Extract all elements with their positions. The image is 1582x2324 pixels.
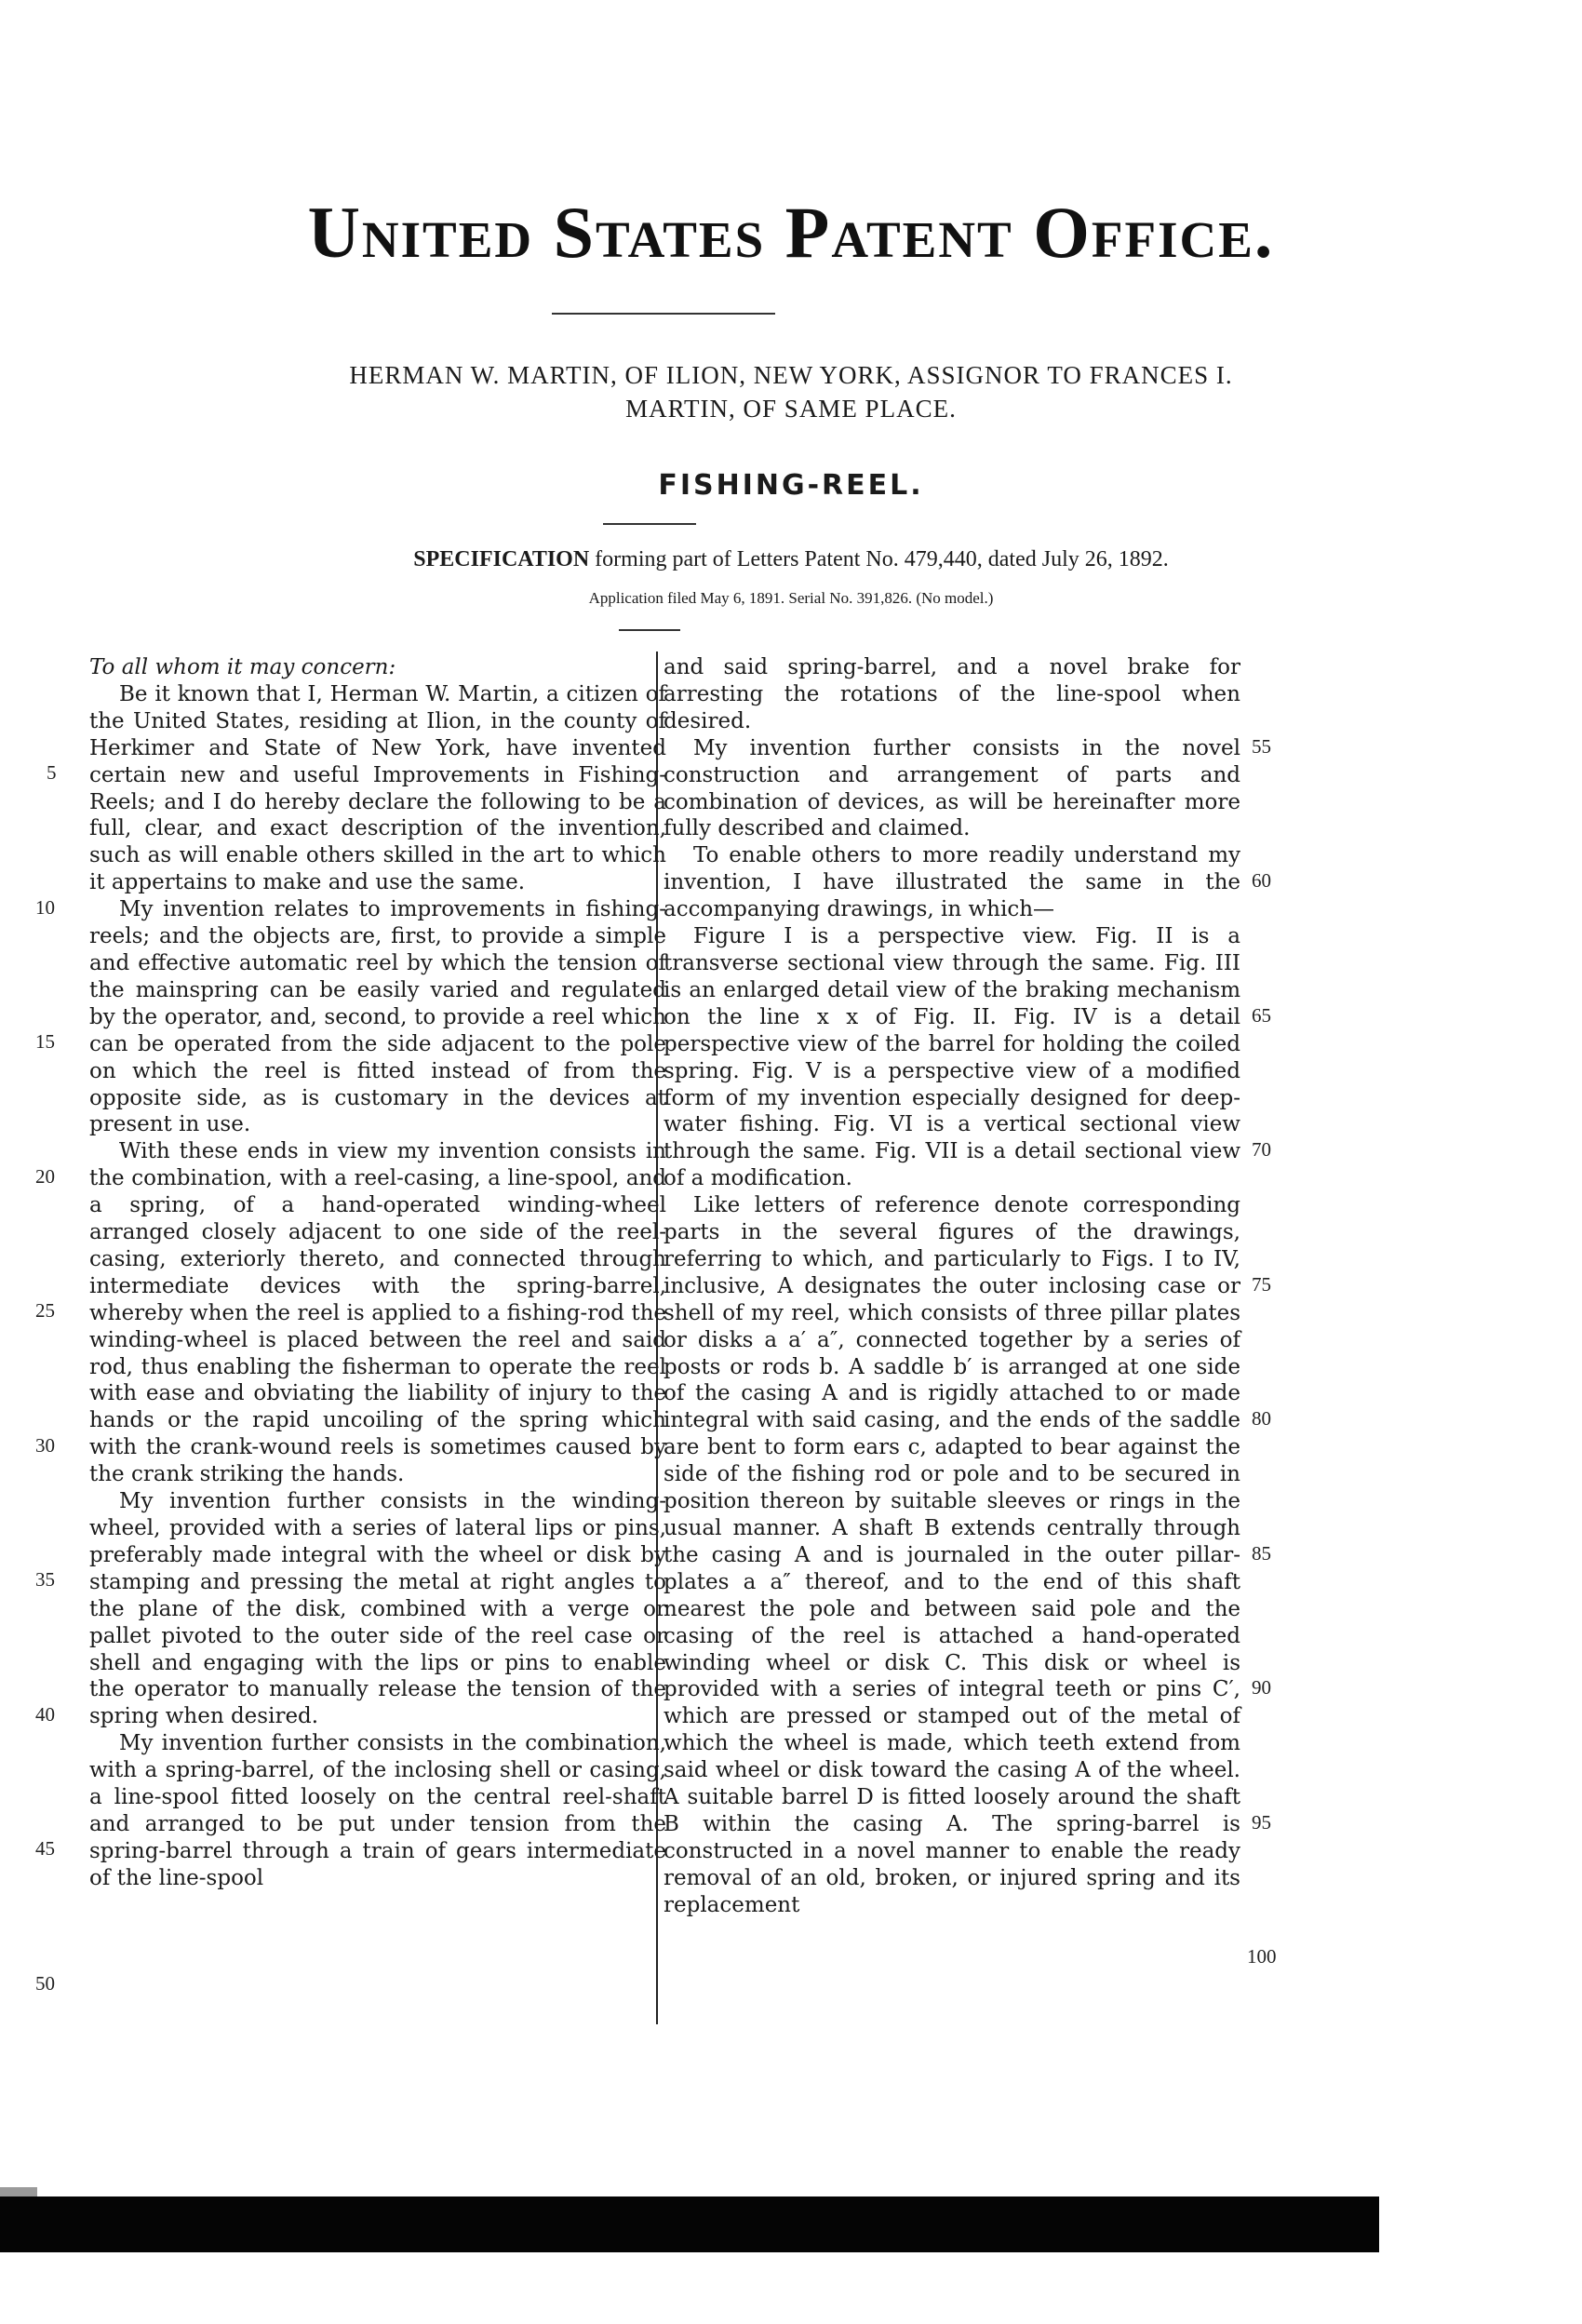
paragraph: Like letters of reference denote corresponding parts in the several figures of the drawings, referring to which, and particularly to Figs. I to IV, inclusive, A designates the outer inclosing case or shell of my reel, which consists of three pillar plates or disks a a′ a″, connected together by a series of posts or rods b. A saddle b′ is arranged at one side of the casing A and is rigidly attached to or made integral with said casing, and the ends of the saddle are bent to form ears c, adapted to bear against the side of the fishing rod or pole and to be secured in position thereon by suitable sleeves or rings in the usual manner. A shaft B extends centrally through the casing A and is journaled in the outer pillar-plates a a″ thereof, and to the end of this shaft nearest the pole and between said pole and the casing of the reel is attached a hand-operated winding wheel or disk C. This disk or wheel is provided with a series of integral teeth or pins C′, which are pressed or stamped out of the metal of which the wheel is made, which teeth extend from said wheel or disk toward the casing A of the wheel. A suitable barrel D is fitted loosely around the shaft B within the casing A. The spring-barrel is constructed in a novel manner to enable the ready removal of an old, broken, or injured spring and its replacement	[664, 1193, 1240, 1917]
paragraph: My invention further consists in the novel construction and arrangement of parts and combination of devices, as will be hereinafter more fully described and claimed.	[664, 735, 1240, 841]
line-number: 40	[35, 1703, 55, 1726]
line-number: 5	[47, 761, 57, 784]
line-number: 50	[35, 1972, 55, 1995]
office-title: United States Patent Office.	[307, 192, 1275, 273]
title-rule	[552, 313, 775, 315]
inventors-line-2: MARTIN, OF SAME PLACE.	[625, 395, 957, 423]
line-number: 35	[35, 1568, 55, 1591]
paragraph: To enable others to more readily understand my invention, I have illustrated the same in the accompanying drawings, in which—	[664, 843, 1240, 922]
application-line: Application filed May 6, 1891. Serial No. 391,826. (No model.)	[588, 589, 994, 607]
line-number: 95	[1252, 1811, 1271, 1834]
line-number: 80	[1252, 1407, 1271, 1430]
specification-lead: SPECIFICATION	[413, 547, 590, 571]
left-column	[89, 654, 666, 1892]
scan-smudge	[0, 2187, 37, 2196]
paragraph: Be it known that I, Herman W. Martin, a citizen of the United States, residing at Ilion, in the county of Herkimer and State of New York, have invented certain new and useful Improvements in Fishing-Reels; and I do hereby declare the following to be a full, clear, and exact description of the invention, such as will enable others skilled in the art to which it appertains to make and use the same.	[89, 681, 666, 895]
inventors-line	[121, 358, 1461, 425]
paragraph: My invention relates to improvements in fishing-reels; and the objects are, first, to provide a simple and effective automatic reel by which the tension of the mainspring can be easily varied and regulated by the operator, and, second, to provide a reel which can be operated from the side adjacent to the pole on which the reel is fitted instead of from the opposite side, as is customary in the devices at present in use.	[89, 897, 666, 1137]
right-column	[664, 654, 1240, 1919]
line-number: 65	[1252, 1004, 1271, 1027]
paragraph: With these ends in view my invention consists in the combination, with a reel-casing, a line-spool, and a spring, of a hand-operated winding-wheel arranged closely adjacent to one side of the reel-casing, exteriorly thereto, and connected through intermediate devices with the spring-barrel, whereby when the reel is applied to a fishing-rod the winding-wheel is placed between the reel and said rod, thus enabling the fisherman to operate the reel with ease and obviating the liability of injury to the hands or the rapid uncoiling of the spring which with the crank-wound reels is sometimes caused by the crank striking the hands.	[89, 1139, 666, 1487]
paragraph: My invention further consists in the combination, with a spring-barrel, of the inclosing shell or casing, a line-spool fitted loosely on the central reel-shaft and arranged to be put under tension from the spring-barrel through a train of gears intermediate of the line-spool	[89, 1731, 666, 1890]
paragraph: and said spring-barrel, and a novel brake for arresting the rotations of the line-spool when desired.	[664, 655, 1240, 733]
line-number: 10	[35, 896, 55, 919]
scan-edge-bar	[0, 2196, 1379, 2252]
line-number: 75	[1252, 1273, 1271, 1296]
line-number: 25	[35, 1299, 55, 1322]
line-number: 70	[1252, 1138, 1271, 1161]
subject-rule	[603, 523, 696, 525]
line-number: 60	[1252, 869, 1271, 892]
line-number: 45	[35, 1837, 55, 1860]
specification-line	[0, 547, 1582, 572]
line-number: 90	[1252, 1676, 1271, 1699]
salutation: To all whom it may concern:	[89, 655, 396, 679]
line-number: 15	[35, 1030, 55, 1053]
paragraph: Figure I is a perspective view. Fig. II is a transverse sectional view through the same. Fig. III is an enlarged detail view of the braking mechanism on the line x x of Fig. II. Fig. IV is a detail perspective view of the barrel for holding the coiled spring. Fig. V is a perspective view of a modified form of my invention especially designed for deep-water fishing. Fig. VI is a vertical sectional view through the same. Fig. VII is a detail sectional view of a modification.	[664, 924, 1240, 1191]
line-number: 30	[35, 1434, 55, 1457]
line-number: 100	[1247, 1945, 1277, 1968]
specification-text: forming part of Letters Patent No. 479,440, dated July 26, 1892.	[589, 547, 1169, 571]
line-number: 55	[1252, 735, 1271, 758]
invention-subject: FISHING-REEL.	[658, 469, 924, 502]
inventors-line-1: HERMAN W. MARTIN, OF ILION, NEW YORK, ASSIGNOR TO FRANCES I.	[349, 361, 1233, 389]
line-number: 20	[35, 1165, 55, 1188]
header-end-rule	[619, 629, 680, 631]
line-number: 85	[1252, 1542, 1271, 1565]
paragraph: My invention further consists in the winding-wheel, provided with a series of lateral lips or pins, preferably made integral with the wheel or disk by stamping and pressing the metal at right angles to the plane of the disk, combined with a verge or pallet pivoted to the outer side of the reel case or shell and engaging with the lips or pins to enable the operator to manually release the tension of the spring when desired.	[89, 1489, 666, 1729]
